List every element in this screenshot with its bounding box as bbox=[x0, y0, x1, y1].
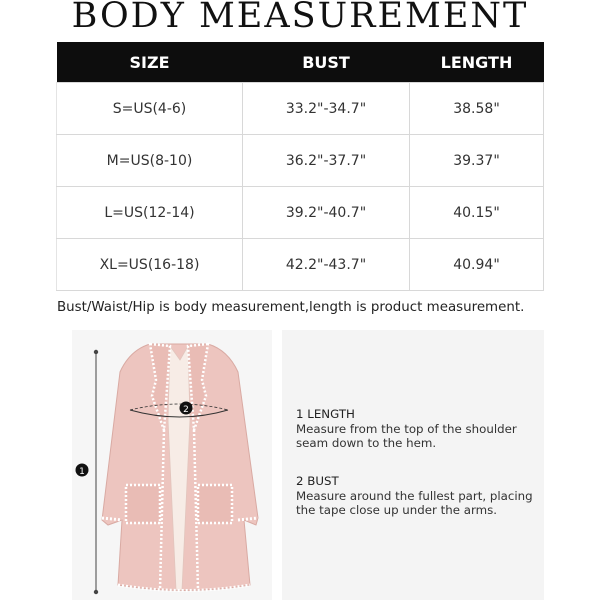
header-length: LENGTH bbox=[410, 42, 544, 83]
left-pocket bbox=[126, 485, 160, 523]
length-line-top bbox=[94, 350, 98, 354]
length-cell: 40.15" bbox=[410, 187, 544, 239]
length-cell: 38.58" bbox=[410, 83, 544, 135]
length-line-bottom bbox=[94, 590, 98, 594]
size-cell: M=US(8-10) bbox=[57, 135, 243, 187]
bust-heading: 2 BUST bbox=[296, 474, 339, 488]
bust-text-line: the tape close up under the arms. bbox=[296, 503, 497, 517]
bust-text-line: Measure around the fullest part, placing bbox=[296, 488, 533, 503]
length-heading: 1 LENGTH bbox=[296, 407, 355, 421]
length-text-line: Measure from the top of the shoulder bbox=[296, 421, 517, 436]
length-cell: 39.37" bbox=[410, 135, 544, 187]
bust-cell: 33.2"-34.7" bbox=[243, 83, 410, 135]
bust-cell: 42.2"-43.7" bbox=[243, 239, 410, 291]
header-bust: BUST bbox=[243, 42, 410, 83]
length-cell: 40.94" bbox=[410, 239, 544, 291]
measurement-note: Bust/Waist/Hip is body measurement,length is product measurement. bbox=[57, 300, 525, 315]
size-cell: L=US(12-14) bbox=[57, 187, 243, 239]
right-pocket bbox=[198, 485, 232, 523]
size-cell: XL=US(16-18) bbox=[57, 239, 243, 291]
size-cell: S=US(4-6) bbox=[57, 83, 243, 135]
length-marker-label: 1 bbox=[79, 467, 85, 477]
length-text-line: seam down to the hem. bbox=[296, 436, 437, 450]
page-title: BODY MEASUREMENT bbox=[71, 0, 529, 36]
bust-cell: 39.2"-40.7" bbox=[243, 187, 410, 239]
length-instruction bbox=[296, 407, 517, 451]
header-size: SIZE bbox=[57, 42, 243, 83]
bust-instruction bbox=[296, 474, 533, 518]
bust-cell: 36.2"-37.7" bbox=[243, 135, 410, 187]
bust-marker-label: 2 bbox=[183, 405, 189, 415]
